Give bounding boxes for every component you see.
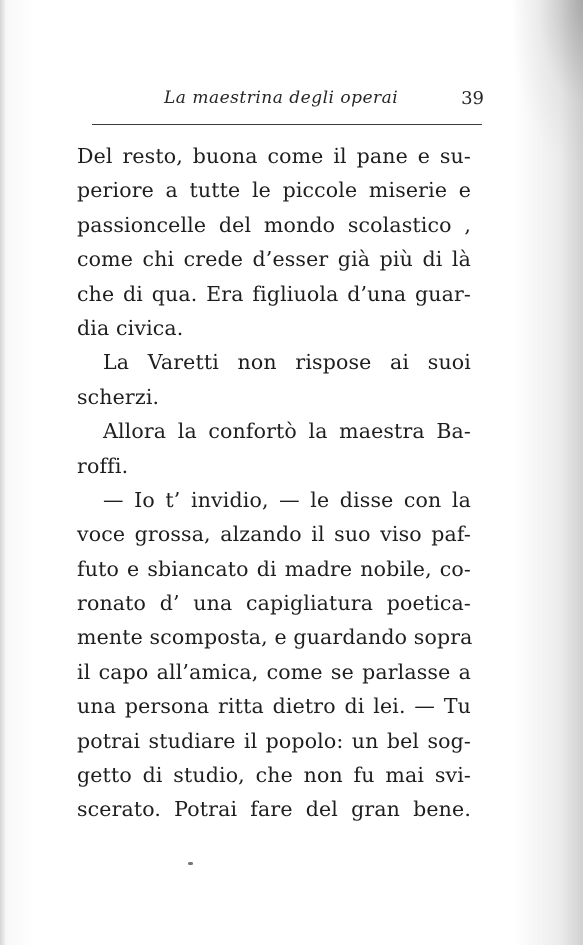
text-line: La Varetti non rispose ai suoi <box>103 350 471 375</box>
text-line: getto di studio, che non fu mai svi- <box>77 763 471 788</box>
ink-speck <box>188 862 193 865</box>
text-line: futo e sbiancato di madre nobile, co- <box>77 556 471 581</box>
text-line: dia civica. <box>77 315 184 340</box>
text-line: passioncelle del mondo scolastico , <box>77 212 471 237</box>
page-edge-shadow <box>0 0 6 945</box>
text-line: come chi crede d’esser già più di là <box>77 247 471 272</box>
text-line: scerato. Potrai fare del gran bene. <box>77 797 471 822</box>
page-number: 39 <box>461 88 484 109</box>
text-line: — Io t’ invidio, — le disse con la <box>103 487 471 512</box>
running-title: La maestrina degli operai <box>164 88 399 108</box>
text-line: voce grossa, alzando il suo viso paf- <box>77 522 471 547</box>
text-line: Allora la confortò la maestra Ba- <box>103 419 471 444</box>
text-line: che di qua. Era figliuola d’una guar- <box>77 281 471 306</box>
text-line: periore a tutte le piccole miserie e <box>77 178 471 203</box>
body-text <box>77 139 471 827</box>
text-line: una persona ritta dietro di lei. — Tu <box>77 694 471 719</box>
text-line: potrai studiare il popolo: un bel sog- <box>77 728 471 753</box>
text-line: il capo all’amica, come se parlasse a <box>77 659 471 684</box>
header-rule <box>92 124 482 125</box>
text-line: mente scomposta, e guardando sopra <box>77 625 473 650</box>
running-head <box>76 88 484 112</box>
page-corner-shadow <box>513 0 583 160</box>
text-line: ronato d’ una capigliatura poetica- <box>77 591 471 616</box>
text-line: Del resto, buona come il pane e su- <box>77 144 471 168</box>
text-line: roffi. <box>77 453 129 478</box>
text-line: scherzi. <box>77 384 160 409</box>
